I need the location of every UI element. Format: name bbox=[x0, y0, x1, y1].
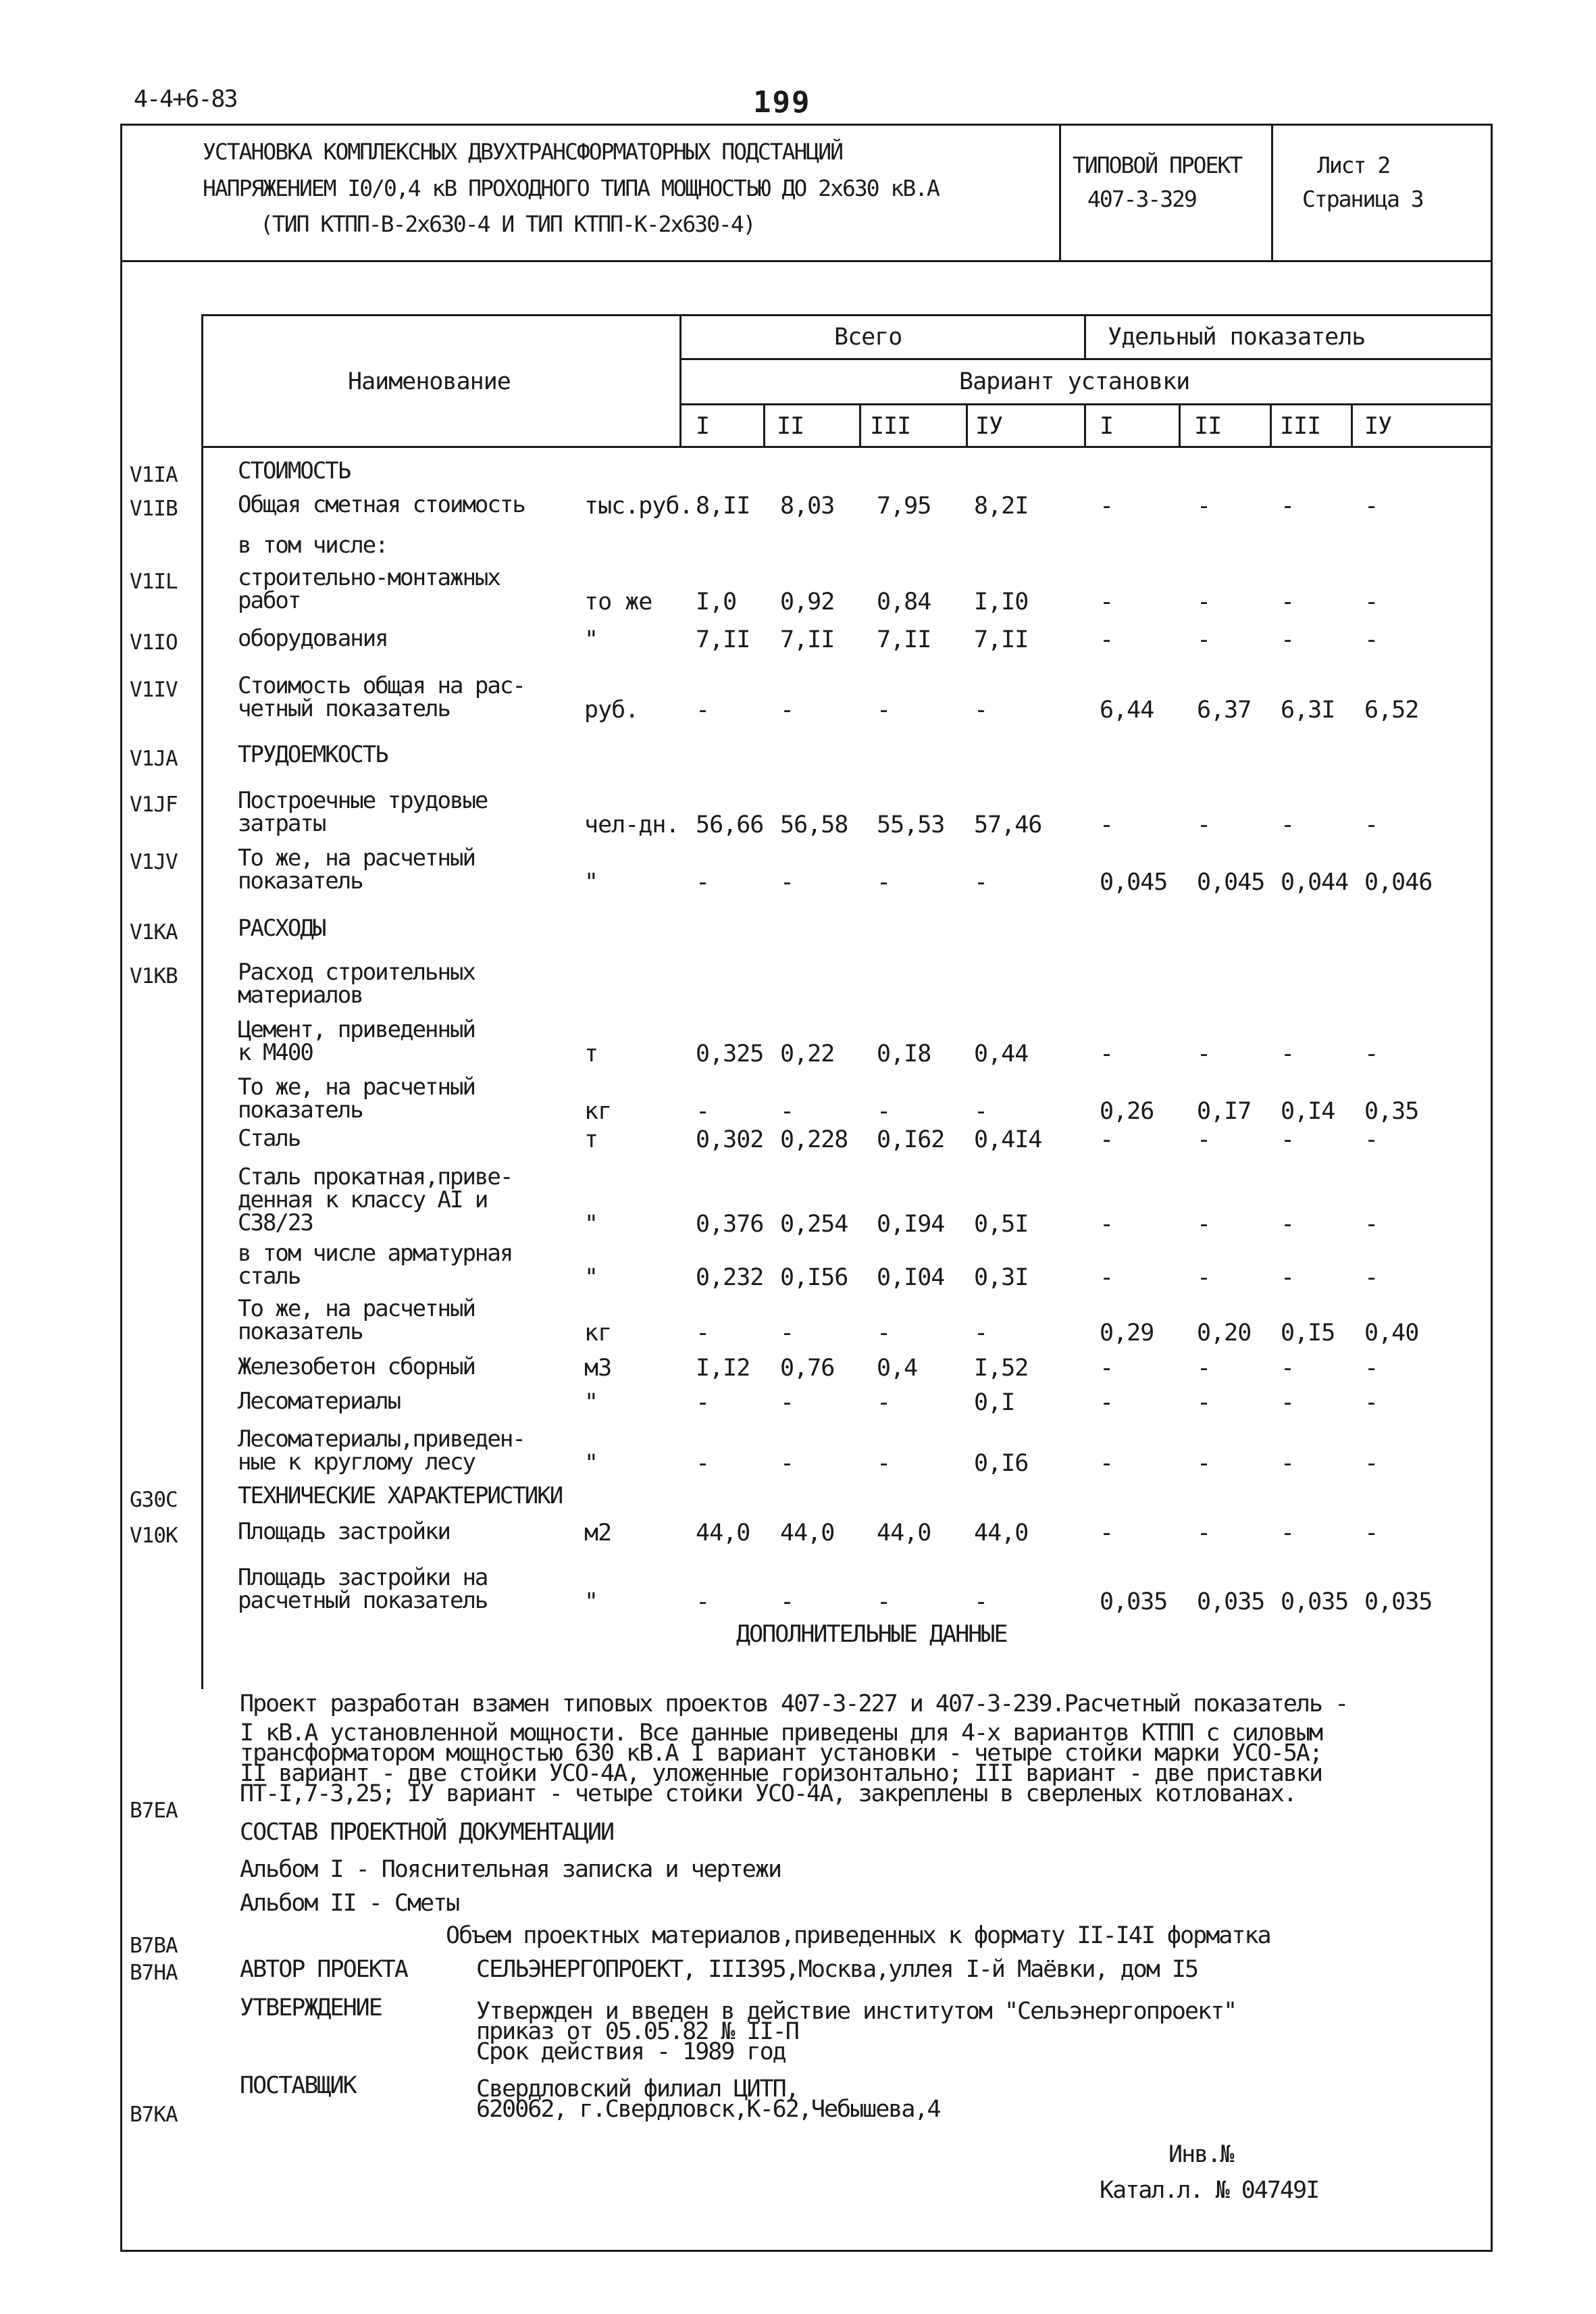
row-value: - bbox=[1100, 626, 1114, 653]
row-name: Стоимость общая на рас- четный показатель bbox=[238, 672, 525, 722]
row-code: V1IL bbox=[130, 570, 178, 594]
row-unit: т bbox=[584, 1126, 598, 1153]
row-unit: кг bbox=[584, 1319, 612, 1347]
row-value: - bbox=[877, 869, 891, 896]
row-value: - bbox=[1281, 1519, 1295, 1546]
variant-header: III bbox=[870, 413, 911, 440]
row-name: в том числе: bbox=[238, 532, 388, 559]
row-value: I,I0 bbox=[974, 588, 1029, 615]
inventory-number: Инв.№ bbox=[1168, 2141, 1233, 2168]
row-value: 44,0 bbox=[877, 1519, 931, 1546]
row-value: 0,046 bbox=[1364, 869, 1433, 896]
row-value: 0,I bbox=[974, 1389, 1015, 1416]
header-name: Наименование bbox=[348, 368, 511, 395]
row-value: - bbox=[780, 1450, 794, 1477]
row-value: - bbox=[1197, 1389, 1211, 1416]
supplier-label: ПОСТАВЩИК bbox=[240, 2072, 356, 2099]
row-value: 0,3I bbox=[974, 1264, 1029, 1291]
paragraph-line: I кВ.А установленной мощности. Все данные приведены для 4-х вариантов КТПП с силовым bbox=[240, 1719, 1322, 1746]
row-value: 0,232 bbox=[696, 1264, 764, 1291]
row-value: - bbox=[1197, 1519, 1211, 1546]
row-value: - bbox=[877, 1588, 891, 1615]
row-value: - bbox=[877, 1389, 891, 1416]
row-value: - bbox=[877, 1098, 891, 1125]
row-value: 0,5I bbox=[974, 1211, 1029, 1238]
row-code: V1KB bbox=[130, 964, 178, 988]
row-value: - bbox=[1100, 1389, 1114, 1416]
row-value: - bbox=[1100, 1211, 1114, 1238]
table-col-6 bbox=[1270, 403, 1272, 446]
row-value: - bbox=[1100, 1450, 1114, 1477]
row-value: 0,20 bbox=[1197, 1319, 1252, 1347]
row-value: 0,I8 bbox=[877, 1040, 931, 1067]
row-value: - bbox=[1100, 1264, 1114, 1291]
row-value: - bbox=[696, 1450, 710, 1477]
frame-left bbox=[120, 124, 122, 2252]
document-code: 4-4+6-83 bbox=[134, 86, 237, 113]
row-value: - bbox=[1364, 811, 1379, 838]
row-value: - bbox=[696, 1319, 710, 1347]
row-value: 0,044 bbox=[1281, 869, 1349, 896]
row-value: - bbox=[877, 697, 891, 724]
row-name: То же, на расчетный показатель bbox=[238, 845, 475, 895]
row-value: 0,44 bbox=[974, 1040, 1029, 1067]
row-unit: " bbox=[584, 1450, 598, 1477]
variant-header: I bbox=[1100, 413, 1114, 440]
row-value: 0,302 bbox=[696, 1126, 764, 1153]
title-line-2: НАПРЯЖЕНИЕМ I0/0,4 кВ ПРОХОДНОГО ТИПА МОЩНОСТЬЮ ДО 2х630 кВ.А bbox=[203, 175, 939, 201]
row-value: - bbox=[1364, 1519, 1379, 1546]
row-value: 7,II bbox=[877, 626, 931, 653]
row-unit: " bbox=[584, 869, 598, 896]
row-value: - bbox=[1197, 1355, 1211, 1382]
side-code: B7EA bbox=[130, 1799, 178, 1823]
album-1: Альбом I - Пояснительная записка и чертежи bbox=[240, 1856, 781, 1883]
variant-header: II bbox=[777, 413, 804, 440]
row-value: I,52 bbox=[974, 1355, 1029, 1382]
side-code: B7BA bbox=[130, 1934, 178, 1958]
row-value: - bbox=[1281, 1450, 1295, 1477]
supplier-line: 620062, г.Свердловск,К-62,Чебышева,4 bbox=[476, 2096, 940, 2123]
row-value: 7,II bbox=[696, 626, 750, 653]
row-value: - bbox=[974, 1098, 988, 1125]
row-code: V1IA bbox=[130, 463, 178, 487]
row-value: - bbox=[974, 869, 988, 896]
additional-title: ДОПОЛНИТЕЛЬНЫЕ ДАННЫЕ bbox=[736, 1621, 1007, 1648]
row-value: 0,22 bbox=[780, 1040, 835, 1067]
row-value: 0,I7 bbox=[1197, 1098, 1252, 1125]
row-value: - bbox=[1281, 626, 1295, 653]
album-2: Альбом II - Сметы bbox=[240, 1890, 459, 1917]
row-value: 0,035 bbox=[1100, 1588, 1168, 1615]
row-value: 0,I04 bbox=[877, 1264, 945, 1291]
supplier-line: Свердловский филиал ЦИТП, bbox=[476, 2076, 798, 2103]
row-value: 0,I4 bbox=[1281, 1098, 1335, 1125]
row-value: 0,40 bbox=[1364, 1319, 1419, 1347]
row-value: 0,376 bbox=[696, 1211, 764, 1238]
row-value: - bbox=[780, 1588, 794, 1615]
row-name: То же, на расчетный показатель bbox=[238, 1295, 475, 1345]
row-name: СТОИМОСТЬ bbox=[238, 457, 351, 484]
row-value: - bbox=[1100, 1040, 1114, 1067]
row-name: Площадь застройки на расчетный показатель bbox=[238, 1564, 488, 1614]
table-col-1 bbox=[763, 403, 765, 446]
row-value: - bbox=[1364, 1211, 1379, 1238]
row-value: - bbox=[780, 869, 794, 896]
row-value: - bbox=[1197, 1211, 1211, 1238]
row-value: 6,44 bbox=[1100, 697, 1154, 724]
variant-header: III bbox=[1280, 413, 1321, 440]
row-value: 8,II bbox=[696, 493, 750, 520]
row-value: 0,035 bbox=[1197, 1588, 1265, 1615]
row-value: 0,I94 bbox=[877, 1211, 945, 1238]
row-name: То же, на расчетный показатель bbox=[238, 1074, 475, 1124]
row-code: V1IO bbox=[130, 630, 178, 655]
table-col-7 bbox=[1351, 403, 1353, 446]
row-name: Построечные трудовые затраты bbox=[238, 787, 488, 837]
page-label: Страница 3 bbox=[1302, 186, 1423, 212]
row-name: оборудования bbox=[238, 625, 388, 652]
table-col-5 bbox=[1179, 403, 1181, 446]
title-line-3: (ТИП КТПП-В-2х630-4 И ТИП КТПП-К-2х630-4) bbox=[260, 211, 755, 237]
row-value: 6,52 bbox=[1364, 697, 1419, 724]
table-col-2 bbox=[859, 403, 861, 446]
frame-right bbox=[1491, 124, 1493, 2252]
row-name: Общая сметная стоимость bbox=[238, 491, 525, 518]
row-code: V1IB bbox=[130, 497, 178, 521]
row-value: - bbox=[1281, 1040, 1295, 1067]
row-value: 0,325 bbox=[696, 1040, 764, 1067]
row-value: - bbox=[696, 697, 710, 724]
row-value: - bbox=[1197, 811, 1211, 838]
author-label: АВТОР ПРОЕКТА bbox=[240, 1956, 407, 1983]
row-value: 8,2I bbox=[974, 493, 1029, 520]
row-value: - bbox=[1197, 626, 1211, 653]
row-value: 56,58 bbox=[780, 811, 848, 838]
row-value: - bbox=[1197, 1450, 1211, 1477]
row-value: - bbox=[1364, 626, 1379, 653]
header-total: Всего bbox=[834, 324, 902, 351]
paragraph-line: трансформатором мощностью 630 кВ.А I вариант установки - четыре стойки марки УСО-5А; bbox=[240, 1740, 1322, 1767]
row-value: 0,92 bbox=[780, 588, 835, 615]
row-value: 0,84 bbox=[877, 588, 931, 615]
row-value: - bbox=[1281, 493, 1295, 520]
row-value: - bbox=[1100, 1355, 1114, 1382]
row-value: 0,76 bbox=[780, 1355, 835, 1382]
row-value: 7,II bbox=[780, 626, 835, 653]
row-unit: чел-дн. bbox=[584, 811, 679, 838]
row-value: - bbox=[1364, 1389, 1379, 1416]
row-code: V10K bbox=[130, 1524, 178, 1548]
approval-line: Утвержден и введен в действие институтом "Сельэнергопроект" bbox=[476, 1998, 1237, 2025]
row-value: 0,045 bbox=[1197, 869, 1265, 896]
row-value: - bbox=[1281, 1389, 1295, 1416]
row-value: - bbox=[1100, 588, 1114, 615]
row-value: 57,46 bbox=[974, 811, 1042, 838]
row-unit: м2 bbox=[584, 1519, 612, 1546]
row-value: 0,4I4 bbox=[974, 1126, 1042, 1153]
row-name: в том числе арматурная сталь bbox=[238, 1240, 513, 1290]
variant-header: I bbox=[696, 413, 710, 440]
row-unit: " bbox=[584, 1264, 598, 1291]
row-code: V1IV bbox=[130, 678, 178, 702]
row-code: V1JF bbox=[130, 793, 178, 817]
paragraph-line: ПТ-I,7-3,25; IУ вариант - четыре стойки УСО-4А, закреплены в сверленых котлованах. bbox=[240, 1780, 1296, 1807]
table-col-4 bbox=[1084, 403, 1086, 446]
row-value: 0,045 bbox=[1100, 869, 1168, 896]
approval-line: Срок действия - 1989 год bbox=[476, 2038, 786, 2065]
row-value: 0,26 bbox=[1100, 1098, 1154, 1125]
volume-note: Объем проектных материалов,приведенных к формату II-I4I форматка bbox=[446, 1922, 1270, 1949]
table-line-variant bbox=[679, 358, 1493, 360]
row-value: - bbox=[1281, 811, 1295, 838]
row-value: - bbox=[1364, 1126, 1379, 1153]
table-col-total-right bbox=[1084, 314, 1086, 358]
row-value: 6,3I bbox=[1281, 697, 1335, 724]
row-value: - bbox=[780, 697, 794, 724]
approval-label: УТВЕРЖДЕНИЕ bbox=[240, 1994, 382, 2021]
row-value: - bbox=[1281, 1126, 1295, 1153]
row-unit: " bbox=[584, 1588, 598, 1615]
title-divider-1 bbox=[1059, 124, 1061, 261]
row-value: - bbox=[1364, 493, 1379, 520]
row-name: РАСХОДЫ bbox=[238, 915, 326, 942]
row-name: Лесоматериалы bbox=[238, 1388, 401, 1415]
row-value: 0,29 bbox=[1100, 1319, 1154, 1347]
frame-top bbox=[120, 124, 1493, 126]
row-value: - bbox=[696, 1098, 710, 1125]
row-value: - bbox=[1197, 1264, 1211, 1291]
row-value: - bbox=[1364, 1264, 1379, 1291]
variant-header: IУ bbox=[975, 413, 1003, 440]
composition-title: СОСТАВ ПРОЕКТНОЙ ДОКУМЕНТАЦИИ bbox=[240, 1819, 614, 1846]
table-col-3 bbox=[966, 403, 968, 446]
row-value: - bbox=[1197, 493, 1211, 520]
row-value: 0,35 bbox=[1364, 1098, 1419, 1125]
row-value: 0,035 bbox=[1281, 1588, 1349, 1615]
row-value: - bbox=[1364, 588, 1379, 615]
row-value: - bbox=[974, 1588, 988, 1615]
side-code: B7KA bbox=[130, 2103, 178, 2127]
row-value: - bbox=[1281, 1355, 1295, 1382]
row-unit: " bbox=[584, 1389, 598, 1416]
row-name: Цемент, приведенный к М400 bbox=[238, 1016, 475, 1066]
row-name: строительно-монтажных работ bbox=[238, 564, 500, 614]
row-value: - bbox=[974, 1319, 988, 1347]
row-value: 0,I62 bbox=[877, 1126, 945, 1153]
row-value: 44,0 bbox=[974, 1519, 1029, 1546]
title-line-1: УСТАНОВКА КОМПЛЕКСНЫХ ДВУХТРАНСФОРМАТОРНЫХ ПОДСТАНЦИЙ bbox=[203, 139, 842, 165]
row-value: - bbox=[780, 1389, 794, 1416]
row-unit: " bbox=[584, 626, 598, 653]
row-value: - bbox=[1364, 1040, 1379, 1067]
catalog-number: Катал.л. № 04749I bbox=[1100, 2177, 1319, 2204]
row-value: 0,035 bbox=[1364, 1588, 1433, 1615]
row-name: Железобетон сборный bbox=[238, 1353, 475, 1380]
row-value: - bbox=[1281, 1211, 1295, 1238]
row-value: 0,I5 bbox=[1281, 1319, 1335, 1347]
row-value: - bbox=[974, 697, 988, 724]
variant-header: IУ bbox=[1364, 413, 1392, 440]
row-value: 55,53 bbox=[877, 811, 945, 838]
row-name: Расход строительных материалов bbox=[238, 959, 475, 1009]
row-value: - bbox=[696, 869, 710, 896]
row-value: 6,37 bbox=[1197, 697, 1252, 724]
row-value: 0,228 bbox=[780, 1126, 848, 1153]
row-value: - bbox=[696, 1588, 710, 1615]
row-value: 44,0 bbox=[780, 1519, 835, 1546]
row-unit: м3 bbox=[584, 1355, 612, 1382]
row-value: - bbox=[1197, 588, 1211, 615]
row-value: I,0 bbox=[696, 588, 737, 615]
row-value: I,I2 bbox=[696, 1355, 750, 1382]
page-number: 199 bbox=[753, 85, 811, 120]
row-name: Площадь застройки bbox=[238, 1518, 450, 1545]
row-unit: " bbox=[584, 1211, 598, 1238]
row-unit: то же bbox=[584, 588, 652, 615]
row-value: - bbox=[1364, 1450, 1379, 1477]
row-value: - bbox=[696, 1389, 710, 1416]
row-value: - bbox=[780, 1098, 794, 1125]
row-code: V1JV bbox=[130, 850, 178, 874]
row-name: Сталь прокатная,приве- денная к классу AI и С38/23 bbox=[238, 1163, 513, 1236]
row-code: G30C bbox=[130, 1488, 178, 1512]
side-code: B7HA bbox=[130, 1961, 178, 1985]
row-value: - bbox=[877, 1319, 891, 1347]
row-value: 56,66 bbox=[696, 811, 764, 838]
row-name: Сталь bbox=[238, 1125, 301, 1152]
table-left bbox=[201, 314, 203, 1689]
row-value: 7,95 bbox=[877, 493, 931, 520]
row-value: 0,I56 bbox=[780, 1264, 848, 1291]
header-specific: Удельный показатель bbox=[1108, 324, 1366, 351]
table-col-name-right bbox=[679, 314, 681, 446]
row-unit: руб. bbox=[584, 697, 639, 724]
paragraph-line: II вариант - две стойки УСО-4А, уложенные горизонтально; III вариант - две приставки bbox=[240, 1760, 1322, 1787]
row-value: - bbox=[1100, 811, 1114, 838]
row-value: 8,03 bbox=[780, 493, 835, 520]
row-code: V1KA bbox=[130, 920, 178, 945]
row-code: V1JA bbox=[130, 747, 178, 771]
row-value: - bbox=[1281, 588, 1295, 615]
table-top bbox=[201, 314, 1493, 316]
frame-bottom bbox=[120, 2250, 1493, 2252]
row-name: ТРУДОЕМКОСТЬ bbox=[238, 741, 388, 768]
row-value: 44,0 bbox=[696, 1519, 750, 1546]
row-value: 0,I6 bbox=[974, 1450, 1029, 1477]
row-value: - bbox=[1100, 1126, 1114, 1153]
project-type: ТИПОВОЙ ПРОЕКТ bbox=[1073, 152, 1242, 178]
row-value: 7,II bbox=[974, 626, 1029, 653]
row-name: ТЕХНИЧЕСКИЕ ХАРАКТЕРИСТИКИ bbox=[238, 1482, 563, 1509]
row-value: - bbox=[1197, 1040, 1211, 1067]
row-value: 0,4 bbox=[877, 1355, 918, 1382]
row-unit: т bbox=[584, 1040, 598, 1067]
row-unit: кг bbox=[584, 1098, 612, 1125]
project-number: 407-3-329 bbox=[1087, 186, 1196, 212]
author-value: СЕЛЬЭНЕРГОПРОЕКТ, III395,Москва,уллея I-й Маёвки, дом I5 bbox=[476, 1956, 1198, 1983]
approval-line: приказ от 05.05.82 № II-П bbox=[476, 2018, 798, 2045]
title-divider-2 bbox=[1271, 124, 1273, 261]
row-name: Лесоматериалы,приведен- ные к круглому лесу bbox=[238, 1426, 525, 1476]
row-value: - bbox=[1197, 1126, 1211, 1153]
sheet-label: Лист 2 bbox=[1317, 152, 1390, 178]
paragraph-line: Проект разработан взамен типовых проектов 407-3-227 и 407-3-239.Расчетный показатель - bbox=[240, 1690, 1348, 1717]
table-header-bottom bbox=[201, 446, 1493, 448]
row-value: - bbox=[1100, 1519, 1114, 1546]
row-value: - bbox=[780, 1319, 794, 1347]
row-value: - bbox=[1281, 1264, 1295, 1291]
variant-header: II bbox=[1194, 413, 1222, 440]
row-unit: тыс.руб. bbox=[584, 493, 693, 520]
row-value: 0,254 bbox=[780, 1211, 848, 1238]
table-line-numbers bbox=[679, 403, 1493, 405]
row-value: - bbox=[1100, 493, 1114, 520]
title-block-bottom bbox=[120, 260, 1493, 262]
row-value: - bbox=[1364, 1355, 1379, 1382]
row-value: - bbox=[877, 1450, 891, 1477]
header-variant: Вариант установки bbox=[959, 368, 1190, 395]
